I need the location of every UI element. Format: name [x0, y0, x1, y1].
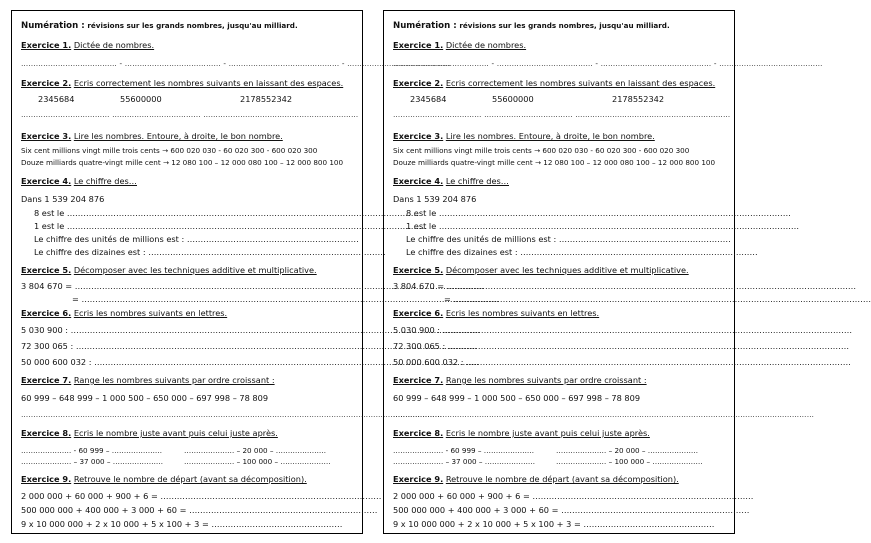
answer-line[interactable]: Le chiffre des dizaines est : …………………………………………………………………………… — [406, 247, 758, 257]
numbers-to-sort: 60 999 – 648 999 – 1 000 500 – 650 000 – 697 998 – 78 809 — [21, 393, 269, 403]
answer-line[interactable]: 9 x 10 000 000 + 2 x 10 000 + 5 x 100 + 3 = ………………………………………… — [393, 519, 715, 529]
worksheet-title: Numération : révisions sur les grands nombres, jusqu'au milliard. — [393, 21, 670, 31]
answer-line[interactable]: ……………………………… ……………………………… ……………………………………………………… — [393, 110, 731, 119]
number-item: 2178552342 — [612, 94, 665, 104]
exercise-7-heading: Exercice 7. Range les nombres suivants par ordre croissant : — [21, 375, 275, 385]
exercise-2-heading: Exercice 2. Ecris correctement les nombres suivants en laissant des espaces. — [21, 78, 344, 88]
exercise-8-heading: Exercice 8. Ecris le nombre juste avant puis celui juste après. — [393, 428, 650, 438]
number-item: 55600000 — [120, 94, 162, 104]
answer-line[interactable]: 2 000 000 + 60 000 + 900 + 6 = ……………………………………………………………………… — [393, 491, 754, 501]
worksheet-left — [11, 10, 500, 534]
answer-line[interactable]: 1 est le …………………………………………………………………………………………………………………… — [34, 221, 428, 231]
answer-line[interactable]: ………………………………… - ………………………………… - ……………………………………… - …………………………………… — [393, 59, 823, 68]
answer-line[interactable]: 50 000 600 032 : …………………………………………………………………………………………………………………………… — [21, 357, 479, 367]
answer-line[interactable]: ………………………………… - ………………………………… - ……………………………………… - …………………………………… — [21, 59, 451, 68]
worksheet-title: Numération : révisions sur les grands nombres, jusqu'au milliard. — [21, 21, 298, 31]
exercise-7-heading: Exercice 7. Range les nombres suivants par ordre croissant : — [393, 375, 647, 385]
number-item: 2345684 — [410, 94, 447, 104]
exercise-9-heading: Exercice 9. Retrouve le nombre de départ (avant sa décomposition). — [393, 474, 679, 484]
exercise-3-heading: Exercice 3. Lire les nombres. Entoure, à droite, le bon nombre. — [21, 131, 283, 141]
answer-line[interactable]: ………………… – 20 000 – ………………… — [556, 446, 699, 455]
given-number: Dans 1 539 204 876 — [393, 194, 477, 204]
answer-line[interactable]: ……………………………… ……………………………… ……………………………………………………… — [21, 110, 359, 119]
answer-line[interactable]: ………………… – 37 000 – ………………… — [21, 457, 164, 466]
answer-line[interactable]: ………………… – 37 000 – ………………… — [393, 457, 536, 466]
answer-line[interactable]: Le chiffre des dizaines est : …………………………………………………………………………… — [34, 247, 386, 257]
exercise-2-heading: Exercice 2. Ecris correctement les nombres suivants en laissant des espaces. — [393, 78, 716, 88]
answer-line[interactable]: 3 804 670 = …………………………………………………………………………………………………………………………………… — [21, 281, 485, 291]
reading-item: Douze milliards quatre-vingt mille cent → 12 080 100 – 12 000 080 100 – 12 000 800 100 — [21, 158, 344, 167]
exercise-1-heading: Exercice 1. Dictée de nombres. — [21, 40, 155, 50]
exercise-4-heading: Exercice 4. Le chiffre des… — [393, 176, 509, 186]
exercise-6-heading: Exercice 6. Ecris les nombres suivants en lettres. — [21, 308, 228, 318]
answer-line[interactable]: 72 300 065 : ………………………………………………………………………………………………………………………………… — [393, 341, 850, 351]
answer-line[interactable]: ………………… – 100 000 – ………………… — [556, 457, 703, 466]
answer-line[interactable]: 3 804 670 = …………………………………………………………………………………………………………………………………… — [393, 281, 857, 291]
worksheet-right — [383, 10, 871, 534]
answer-line[interactable]: ………………… - 60 999 – ………………… — [393, 446, 535, 455]
reading-item: Six cent millions vingt mille trois cents → 600 020 030 - 60 020 300 - 600 020 300 — [393, 146, 690, 155]
numbers-to-sort: 60 999 – 648 999 – 1 000 500 – 650 000 – 697 998 – 78 809 — [393, 393, 641, 403]
answer-line[interactable]: 500 000 000 + 400 000 + 3 000 + 60 = …………………………………………………………… — [393, 505, 750, 515]
answer-line[interactable]: 2 000 000 + 60 000 + 900 + 6 = ……………………………………………………………………… — [21, 491, 382, 501]
number-item: 2178552342 — [240, 94, 293, 104]
exercise-9-heading: Exercice 9. Retrouve le nombre de départ (avant sa décomposition). — [21, 474, 307, 484]
answer-line[interactable]: ………………… – 20 000 – ………………… — [184, 446, 327, 455]
answer-line[interactable]: 50 000 600 032 : …………………………………………………………………………………………………………………………… — [393, 357, 851, 367]
answer-line[interactable]: = ……………………………………………………………………………………………………………………………………… — [444, 294, 871, 304]
answer-line[interactable]: 5 030 900 : …………………………………………………………………………………………………………………………………… — [21, 325, 481, 335]
exercise-6-heading: Exercice 6. Ecris les nombres suivants en lettres. — [393, 308, 600, 318]
answer-line[interactable]: 1 est le …………………………………………………………………………………………………………………… — [406, 221, 800, 231]
answer-line[interactable]: 9 x 10 000 000 + 2 x 10 000 + 5 x 100 + 3 = ………………………………………… — [21, 519, 343, 529]
answer-line[interactable]: ………………… – 100 000 – ………………… — [184, 457, 331, 466]
answer-line[interactable]: ……………………………………………………………………………………………………………………………………………………… — [393, 410, 815, 419]
exercise-4-heading: Exercice 4. Le chiffre des… — [21, 176, 137, 186]
answer-line[interactable]: 72 300 065 : ………………………………………………………………………………………………………………………………… — [21, 341, 478, 351]
answer-line[interactable]: 8 est le ………………………………………………………………………………………………………………… — [406, 208, 791, 218]
number-item: 2345684 — [38, 94, 75, 104]
answer-line[interactable]: Le chiffre des unités de millions est : ……………………………………………………… — [34, 234, 359, 244]
answer-line[interactable]: 5 030 900 : …………………………………………………………………………………………………………………………………… — [393, 325, 853, 335]
exercise-8-heading: Exercice 8. Ecris le nombre juste avant puis celui juste après. — [21, 428, 278, 438]
given-number: Dans 1 539 204 876 — [21, 194, 105, 204]
exercise-1-heading: Exercice 1. Dictée de nombres. — [393, 40, 527, 50]
reading-item: Six cent millions vingt mille trois cents → 600 020 030 - 60 020 300 - 600 020 300 — [21, 146, 318, 155]
answer-line[interactable]: 500 000 000 + 400 000 + 3 000 + 60 = …………………………………………………………… — [21, 505, 378, 515]
answer-line[interactable]: ……………………………………………………………………………………………………………………………………………………… — [21, 410, 443, 419]
answer-line[interactable]: = ……………………………………………………………………………………………………………………………………… — [72, 294, 500, 304]
reading-item: Douze milliards quatre-vingt mille cent → 12 080 100 – 12 000 080 100 – 12 000 800 100 — [393, 158, 716, 167]
answer-line[interactable]: ………………… - 60 999 – ………………… — [21, 446, 163, 455]
exercise-5-heading: Exercice 5. Décomposer avec les techniques additive et multiplicative. — [393, 265, 689, 275]
exercise-5-heading: Exercice 5. Décomposer avec les techniques additive et multiplicative. — [21, 265, 317, 275]
exercise-3-heading: Exercice 3. Lire les nombres. Entoure, à droite, le bon nombre. — [393, 131, 655, 141]
answer-line[interactable]: 8 est le ………………………………………………………………………………………………………………… — [34, 208, 419, 218]
number-item: 55600000 — [492, 94, 534, 104]
answer-line[interactable]: Le chiffre des unités de millions est : ……………………………………………………… — [406, 234, 731, 244]
